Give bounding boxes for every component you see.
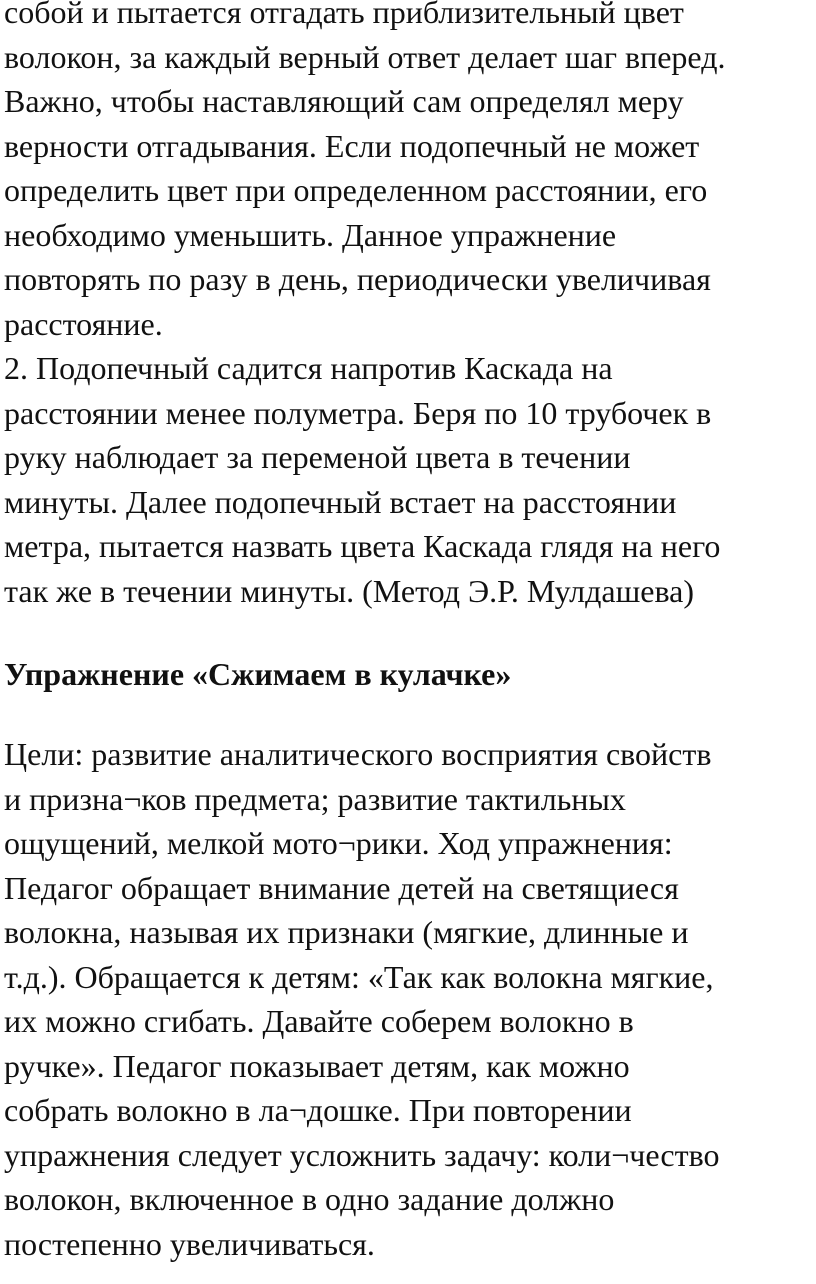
- text-line: т.д.). Обращается к детям: «Так как волокна мягкие,: [4, 958, 714, 995]
- text-line: руку наблюдает за переменой цвета в течении: [4, 439, 631, 475]
- text-line: волокон, за каждый верный ответ делает шаг вперед.: [4, 38, 726, 75]
- text-line: метра, пытается назвать цвета Каскада глядя на него: [4, 528, 721, 564]
- text-line: минуты. Далее подопечный встает на расстоянии: [4, 483, 677, 520]
- section-body-paragraph: [4, 732, 812, 1266]
- text-line: ручке». Педагог показывает детям, как можно: [4, 1047, 630, 1084]
- text-line: собой и пытается отгадать приблизительный цвет: [4, 0, 684, 30]
- text-line: расстоянии менее полуметра. Беря по 10 трубочек в: [4, 394, 712, 431]
- text-line: 2. Подопечный садится напротив Каскада на: [4, 350, 613, 386]
- text-line: собрать волокно в ла¬дошке. При повторении: [4, 1092, 632, 1128]
- text-line: повторять по разу в день, периодически увеличивая: [4, 261, 711, 297]
- text-line: так же в течении минуты. (Метод Э.Р. Мулдашева): [4, 572, 694, 609]
- text-line: расстояние.: [4, 305, 163, 342]
- exercise-instructions-paragraph: [4, 0, 812, 613]
- text-line: их можно сгибать. Давайте соберем волокно в: [4, 1003, 634, 1039]
- text-line: волокон, включенное в одно задание должно: [4, 1181, 615, 1217]
- text-line: ощущений, мелкой мото¬рики. Ход упражнения:: [4, 825, 673, 861]
- text-line: Цели: развитие аналитического восприятия свойств: [4, 736, 712, 772]
- text-line: Важно, чтобы наставляющий сам определял меру: [4, 83, 684, 119]
- section-heading: Упражнение «Сжимаем в кулачке»: [4, 656, 512, 692]
- text-line: волокна, называя их признаки (мягкие, длинные и: [4, 914, 689, 950]
- text-line: упражнения следует усложнить задачу: коли¬чество: [4, 1136, 720, 1173]
- text-line: верности отгадывания. Если подопечный не может: [4, 127, 700, 164]
- text-line: определить цвет при определенном расстоянии, его: [4, 172, 708, 208]
- text-line: и призна¬ков предмета; развитие тактильных: [4, 780, 626, 817]
- text-line: необходимо уменьшить. Данное упражнение: [4, 216, 617, 253]
- text-line: постепенно увеличиваться.: [4, 1225, 375, 1262]
- text-line: Педагог обращает внимание детей на светящиеся: [4, 869, 679, 906]
- document-page: [4, 0, 812, 1266]
